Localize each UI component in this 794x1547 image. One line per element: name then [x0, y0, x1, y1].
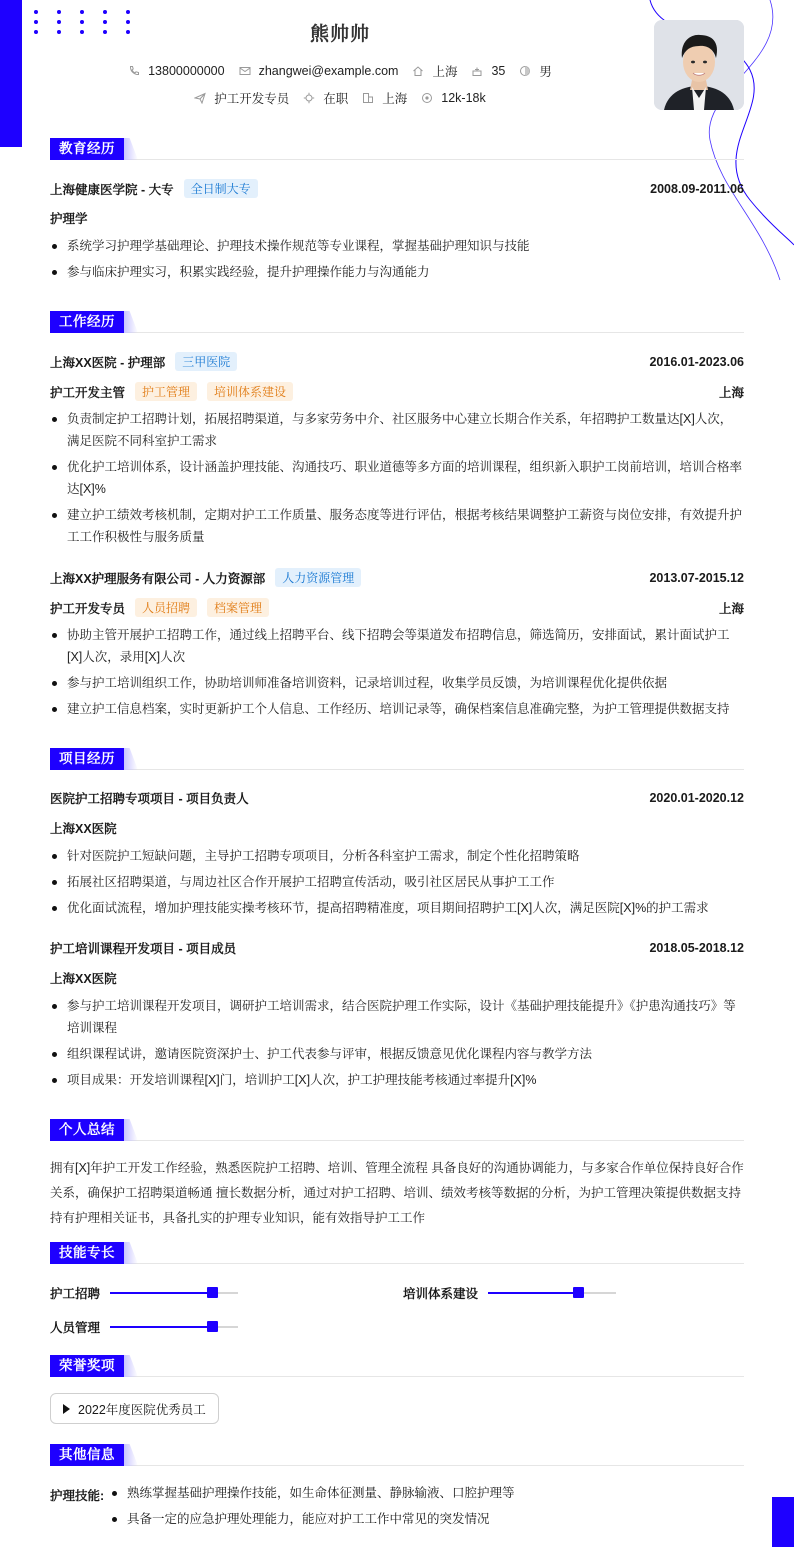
- status-text: 在职: [323, 92, 349, 106]
- skill-item: [50, 1284, 238, 1302]
- phone-item: [128, 64, 224, 78]
- project-name: 护工培训课程开发项目 - 项目成员: [50, 942, 237, 956]
- role-tag: 护工管理: [135, 382, 197, 401]
- list-item: 优化护工培训体系，设计涵盖护理技能、沟通技巧、职业道德等多方面的培训课程，组织新入职护工岗前培训，培训合格率达[X]%: [50, 456, 744, 500]
- salary-icon: [421, 92, 433, 104]
- list-item: 协助主管开展护工招聘工作，通过线上招聘平台、线下招聘会等渠道发布招聘信息，筛选简历，安排面试，累计面试护工[X]人次，录用[X]人次: [50, 624, 744, 668]
- avatar-illustration: [654, 20, 744, 110]
- company-tag: 三甲医院: [175, 352, 237, 371]
- job-1-bullets: [50, 408, 744, 552]
- skill-item: [50, 1318, 238, 1336]
- project-2-org-row: [50, 969, 744, 987]
- other-label: 护理技能:: [50, 1489, 105, 1503]
- job-2-role-row: [50, 598, 744, 617]
- list-item: 项目成果：开发培训课程[X]门，培训护工[X]人次，护工护理技能考核通过率提升[X]%: [50, 1069, 744, 1091]
- section-title: 教育经历: [50, 138, 124, 160]
- job-city: 上海: [718, 385, 744, 400]
- status-item: [303, 89, 348, 107]
- job-2-company-row: [50, 568, 744, 587]
- project-org: 上海XX医院: [50, 972, 117, 986]
- skill-level-knob: [573, 1287, 584, 1298]
- skills-section: [50, 1242, 744, 1335]
- role-tag: 人员招聘: [135, 598, 197, 617]
- gender-icon: [519, 65, 531, 77]
- projects-header: [50, 748, 744, 770]
- skill-name: 护工招聘: [50, 1287, 101, 1301]
- building-icon: [362, 92, 374, 104]
- list-item: 参与护工培训组织工作，协助培训师准备培训资料，记录培训过程，收集学员反馈，为培训课程优化提供依据: [50, 672, 744, 694]
- skills-header: [50, 1242, 744, 1264]
- job-intent-row: [0, 89, 680, 107]
- list-item: 组织课程试讲，邀请医院资深护士、护工代表参与评审，根据反馈意见优化课程内容与教学方法: [50, 1043, 744, 1065]
- section-title-tail: [124, 138, 138, 160]
- other-list: [110, 1482, 515, 1534]
- section-title-tail: [124, 1242, 138, 1264]
- skill-level-bar: [110, 1292, 238, 1294]
- role-tag: 培训体系建设: [207, 382, 293, 401]
- summary-text: 拥有[X]年护工开发工作经验，熟悉医院护工招聘、培训、管理全流程 具备良好的沟通协调能力，与多家合作单位保持良好合作关系，确保护工招聘渠道畅通 擅长数据分析，通过对护工招聘、培训、绩效考核等数据的分析，为护工管理决策提供数据支持 持有护理相关证书，具备扎实的护理专业知识，能有效指导护工工作: [50, 1161, 744, 1225]
- skill-level-bar: [110, 1326, 238, 1328]
- section-title-tail: [124, 1355, 138, 1377]
- section-title: 荣誉奖项: [50, 1355, 124, 1377]
- section-title: 个人总结: [50, 1119, 124, 1141]
- education-section: [50, 138, 744, 279]
- salary-text: 12k-18k: [441, 91, 486, 105]
- education-row: [50, 179, 744, 198]
- role-tag: 档案管理: [207, 598, 269, 617]
- triangle-right-icon: [63, 1404, 70, 1414]
- company-tag: 人力资源管理: [275, 568, 361, 587]
- email-text: zhangwei@example.com: [258, 64, 399, 78]
- job-2-bullets: [50, 624, 744, 724]
- list-item: 系统学习护理学基础理论、护理技术操作规范等专业课程，掌握基础护理知识与技能: [50, 235, 744, 257]
- target-city-item: [362, 89, 407, 107]
- age-icon: [471, 65, 483, 77]
- project-date: 2018.05-2018.12: [649, 941, 744, 955]
- phone-text: 13800000000: [148, 64, 225, 78]
- target-city-text: 上海: [382, 92, 408, 106]
- project-date: 2020.01-2020.12: [649, 791, 744, 805]
- summary-header: [50, 1119, 744, 1141]
- list-item: 参与临床护理实习，积累实践经验，提升护理操作能力与沟通能力: [50, 261, 744, 283]
- gender-item: [519, 62, 552, 80]
- school-name: 上海健康医学院 - 大专: [50, 182, 174, 197]
- skill-name: 培训体系建设: [403, 1287, 479, 1301]
- location-text: 上海: [432, 65, 458, 79]
- location-item: [412, 62, 457, 80]
- honor-text: 2022年度医院优秀员工: [78, 1402, 206, 1417]
- major-row: [50, 209, 744, 227]
- work-section: [50, 311, 744, 716]
- salary-item: [421, 91, 485, 105]
- skill-name: 人员管理: [50, 1321, 101, 1335]
- job-1-company-row: [50, 352, 744, 371]
- projects-section: [50, 748, 744, 1087]
- project-1-bullets: [50, 845, 744, 923]
- section-title: 技能专长: [50, 1242, 124, 1264]
- education-type-tag: 全日制大专: [184, 179, 258, 198]
- job-1-role-row: [50, 382, 744, 401]
- profile-photo: [654, 20, 744, 110]
- list-item: 参与护工培训课程开发项目，调研护工培训需求，结合医院护理工作实际，设计《基础护理技能提升》《护患沟通技巧》等培训课程: [50, 995, 744, 1039]
- other-header: [50, 1444, 744, 1466]
- skill-level-bar: [488, 1292, 616, 1294]
- section-title-tail: [124, 311, 138, 333]
- list-item: 建立护工信息档案，实时更新护工个人信息、工作经历、培训记录等，确保档案信息准确完整，为护工管理提供数据支持: [50, 698, 744, 720]
- mail-icon: [239, 65, 251, 77]
- section-title: 工作经历: [50, 311, 124, 333]
- job-date: 2016.01-2023.06: [649, 354, 744, 369]
- contact-row: [0, 62, 680, 80]
- major: 护理学: [50, 212, 88, 226]
- list-item: 拓展社区招聘渠道，与周边社区合作开展护工招聘宣传活动，吸引社区居民从事护工工作: [50, 871, 744, 893]
- list-item: 建立护工绩效考核机制，定期对护工工作质量、服务态度等进行评估，根据考核结果调整护工薪资与岗位安排，有效提升护工工作积极性与服务质量: [50, 504, 744, 548]
- list-item: 熟练掌握基础护理操作技能，如生命体征测量、静脉输液、口腔护理等: [110, 1482, 515, 1504]
- send-icon: [194, 92, 206, 104]
- corner-accent-bottom-right: [772, 1497, 794, 1547]
- section-title-tail: [124, 1444, 138, 1466]
- section-title: 项目经历: [50, 748, 124, 770]
- job-city: 上海: [718, 601, 744, 616]
- education-date: 2008.09-2011.06: [650, 181, 744, 196]
- honors-section: [50, 1355, 744, 1417]
- section-title-tail: [124, 1119, 138, 1141]
- section-title: 其他信息: [50, 1444, 124, 1466]
- gender-text: 男: [539, 65, 552, 79]
- target-position-text: 护工开发专员: [214, 92, 290, 106]
- list-item: 具备一定的应急护理处理能力，能应对护工工作中常见的突发情况: [110, 1508, 515, 1530]
- section-title-tail: [124, 748, 138, 770]
- job-date: 2013.07-2015.12: [649, 570, 744, 585]
- project-1-row: [50, 789, 744, 807]
- list-item: 优化面试流程，增加护理技能实操考核环节，提高招聘精准度，项目期间招聘护工[X]人次，满足医院[X]%的护工需求: [50, 897, 744, 919]
- target-position-item: [194, 89, 289, 107]
- work-header: [50, 311, 744, 333]
- list-item: 针对医院护工短缺问题，主导护工招聘专项项目，分析各科室护工需求，制定个性化招聘策略: [50, 845, 744, 867]
- candidate-name: 熊帅帅: [309, 24, 370, 45]
- skill-level-knob: [207, 1321, 218, 1332]
- age-item: [471, 64, 505, 78]
- status-icon: [303, 92, 315, 104]
- project-org: 上海XX医院: [50, 822, 117, 836]
- project-1-org-row: [50, 819, 744, 837]
- honors-header: [50, 1355, 744, 1377]
- education-bullets: [50, 235, 744, 287]
- company-name: 上海XX医院 - 护理部: [50, 355, 166, 370]
- job-role: 护工开发专员: [50, 601, 126, 616]
- email-item: [239, 64, 399, 78]
- home-icon: [412, 65, 424, 77]
- list-item: 负责制定护工招聘计划，拓展招聘渠道，与多家劳务中介、社区服务中心建立长期合作关系，年招聘护工数量达[X]人次，满足医院不同科室护工需求: [50, 408, 744, 452]
- education-header: [50, 138, 744, 160]
- project-2-row: [50, 939, 744, 957]
- other-section: [50, 1444, 744, 1526]
- phone-icon: [128, 65, 140, 77]
- summary-section: [50, 1119, 744, 1225]
- age-text: 35: [491, 64, 506, 78]
- job-role: 护工开发主管: [50, 385, 126, 400]
- project-2-bullets: [50, 995, 744, 1095]
- skill-level-knob: [207, 1287, 218, 1298]
- honor-item: [50, 1393, 219, 1424]
- project-name: 医院护工招聘专项项目 - 项目负责人: [50, 792, 249, 806]
- skill-item: [403, 1284, 616, 1302]
- company-name: 上海XX护理服务有限公司 - 人力资源部: [50, 571, 266, 586]
